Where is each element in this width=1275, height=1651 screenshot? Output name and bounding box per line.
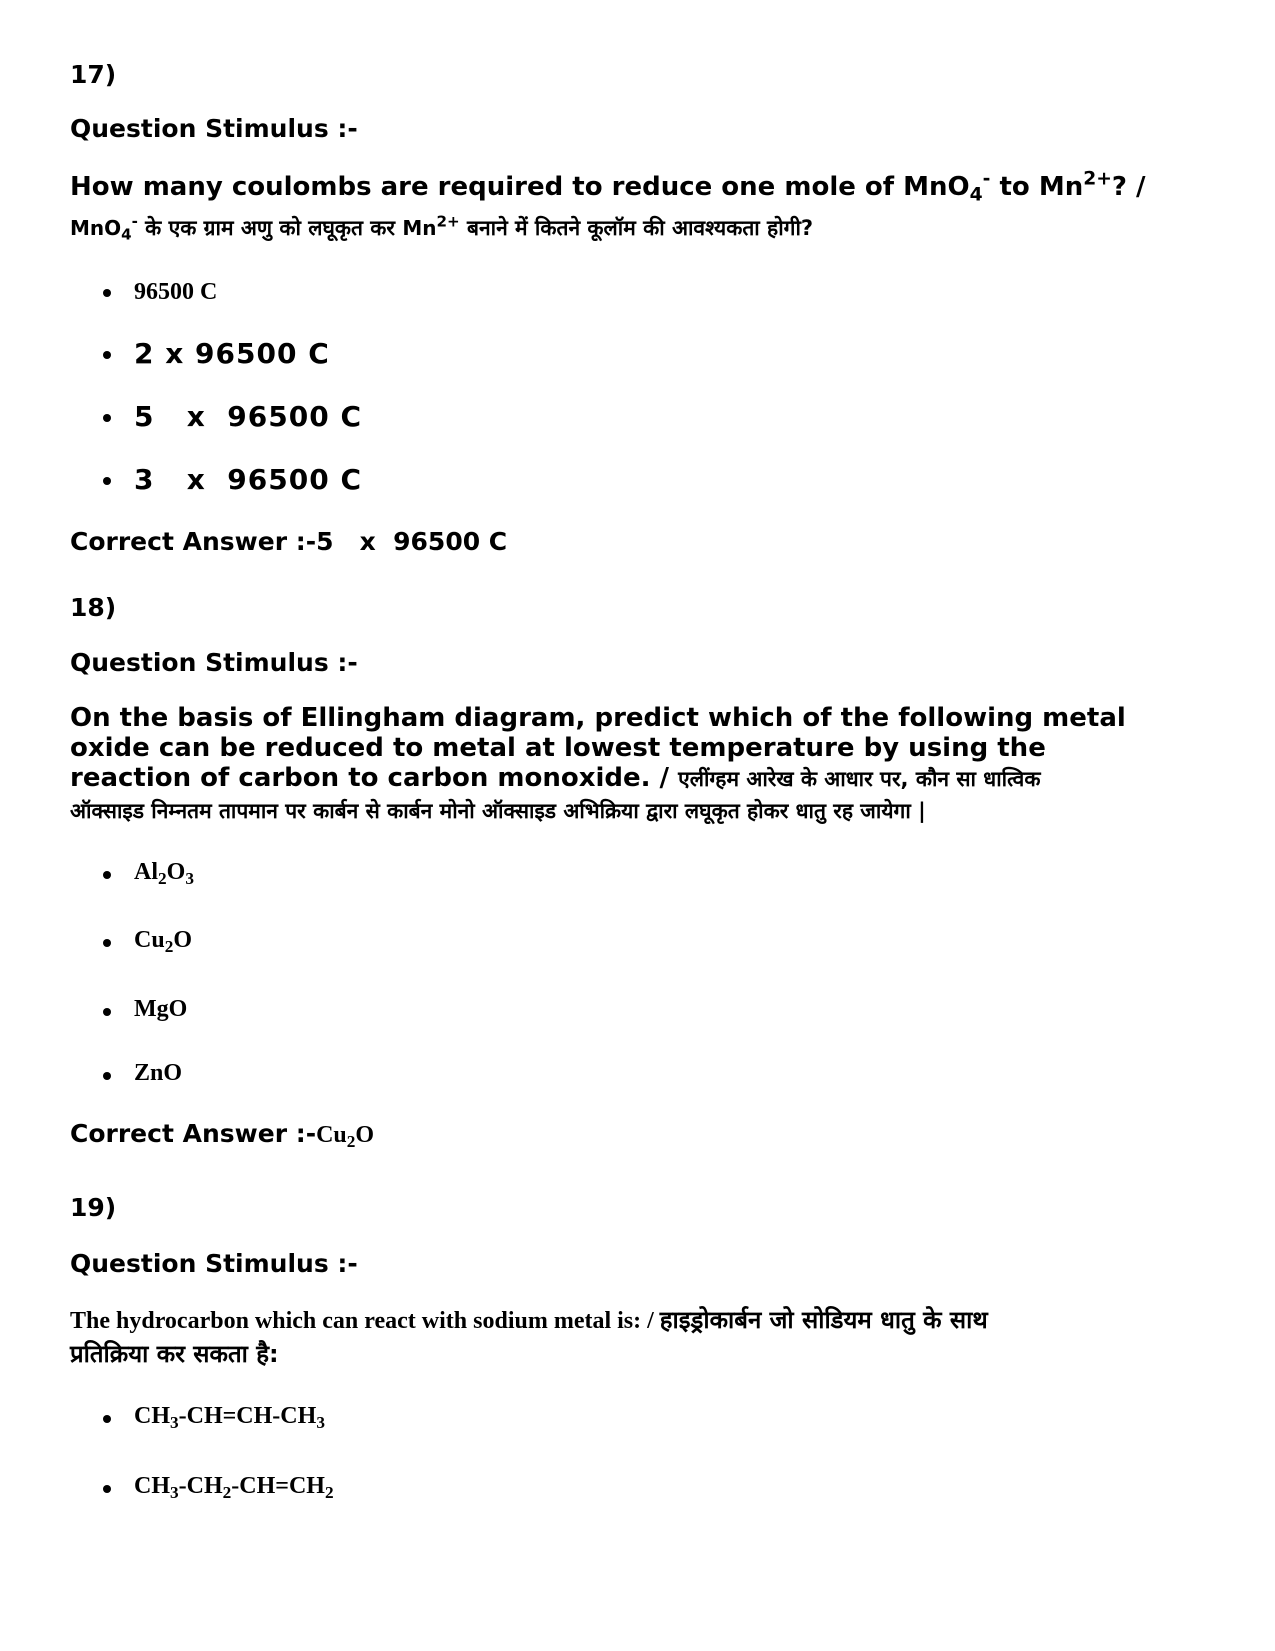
question-number-18: 18) [70, 593, 117, 622]
q19-option-1: $CH_3-CH=CH-CH_3$ [134, 1403, 325, 1433]
question-19-stem-line-1: The hydrocarbon which can react with sodium metal is: / हाइड्रोकार्बन जो सोडियम धातु के साथ [70, 1306, 988, 1334]
q18-option-3: MgO [134, 996, 188, 1022]
bullet-icon [103, 939, 111, 947]
question-17-stem-hindi: MnO$_4$- के एक ग्राम अणु को लघूकृत कर $Mn^{2+}$ बनाने में कितने कूलॉम की आवश्यकता होगी? [70, 212, 814, 244]
q18-option-1: $Al_2O_3$ [134, 859, 194, 889]
question-number-19: 19) [70, 1193, 117, 1222]
bullet-icon [103, 351, 111, 359]
q17-correct-answer: Correct Answer :-5 x 96500 C [70, 527, 508, 556]
question-19-stem-line-2-hindi: प्रतिक्रिया कर सकता है: [70, 1340, 279, 1368]
bullet-icon [103, 1415, 111, 1423]
q17-option-4: 3 x 96500 C [134, 463, 362, 496]
question-18-stem-line-4-hindi: ऑक्साइड निम्नतम तापमान पर कार्बन से कार्बन मोनो ऑक्साइड अभिक्रिया द्वारा लघूकृत होकर धातु रह जायेगा | [70, 799, 926, 823]
question-18-stem-line-3: reaction of carbon to carbon monoxide. / एलींग्हम आरेख के आधार पर, कौन सा धात्विक [70, 763, 1041, 793]
bullet-icon [103, 1485, 111, 1493]
bullet-icon [103, 871, 111, 879]
q18-correct-answer: Correct Answer $:-Cu_2O$ [70, 1119, 375, 1152]
question-stimulus-label-17: Question Stimulus :- [70, 114, 358, 143]
question-stimulus-label-18: Question Stimulus :- [70, 648, 358, 677]
bullet-icon [103, 477, 111, 485]
bullet-icon [103, 414, 111, 422]
q18-option-2: $Cu_2O$ [134, 927, 192, 957]
question-number-17: 17) [70, 60, 117, 89]
question-17-stem: How many coulombs are required to reduce one mole of MnO$_4$- to $Mn^{2+}$? / [70, 168, 1146, 206]
q17-option-1: 96500 C [134, 279, 218, 305]
bullet-icon [103, 1008, 111, 1016]
q18-option-4: ZnO [134, 1060, 183, 1086]
question-18-stem-line-1: On the basis of Ellingham diagram, predict which of the following metal [70, 703, 1126, 733]
question-18-stem-line-2: oxide can be reduced to metal at lowest temperature by using the [70, 733, 1046, 763]
q17-option-3: 5 x 96500 C [134, 400, 362, 433]
q17-option-2: 2 x 96500 C [134, 337, 330, 370]
question-stimulus-label-19: Question Stimulus :- [70, 1249, 358, 1278]
q19-option-2: $CH_3-CH_2-CH=CH_2$ [134, 1473, 334, 1503]
bullet-icon [103, 1072, 111, 1080]
bullet-icon [103, 289, 111, 297]
